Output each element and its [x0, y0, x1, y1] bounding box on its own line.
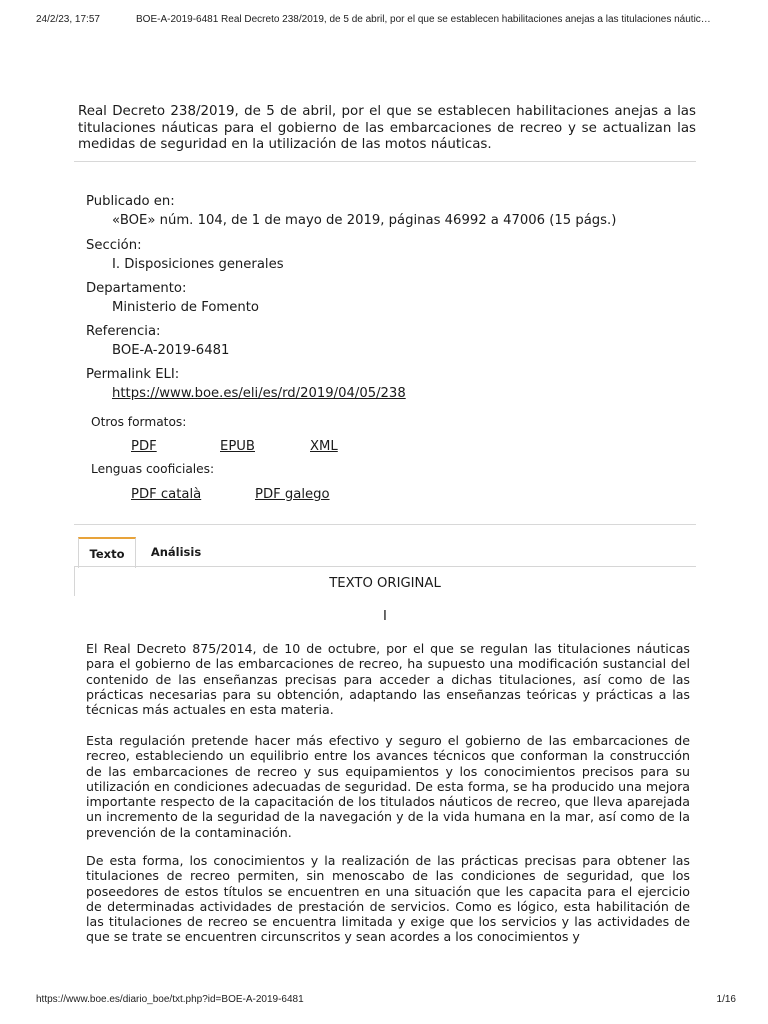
document-title: Real Decreto 238/2019, de 5 de abril, por el que se establecen habilitaciones anejas a las titulaciones náuticas para el gobierno de las embarcaciones de recreo y se actualizan las medidas de seguridad en la utilización de las motos náuticas. — [78, 104, 696, 152]
pdf-link[interactable]: PDF — [131, 439, 157, 454]
print-url: https://www.boe.es/diario_boe/txt.php?id=BOE-A-2019-6481 — [36, 994, 304, 1005]
xml-link[interactable]: XML — [310, 439, 338, 454]
publicado-label: Publicado en: — [86, 194, 175, 209]
referencia-label: Referencia: — [86, 324, 161, 339]
pdf-catala-link[interactable]: PDF català — [131, 487, 202, 502]
epub-link[interactable]: EPUB — [220, 439, 255, 454]
print-footer — [36, 994, 736, 1005]
divider — [74, 524, 696, 525]
body-paragraph: De esta forma, los conocimientos y la realización de las prácticas precisas para obtener las titulaciones de recreo permiten, sin menoscabo de las condiciones de seguridad, que los poseedores de estos títulos se encuentren en una situación que les capacita para el ejercicio de determinadas actividades de prestación de servicios. Como es lógico, esta habilitación de las titulaciones de recreo se encuentra limitada y exige que los servicios y las actividades de que se trate se encuentren circunscritos y sean acordes a los conocimientos y — [86, 853, 690, 945]
lenguas-cooficiales-label: Lenguas cooficiales: — [91, 462, 215, 476]
tab-analisis[interactable]: Análisis — [150, 544, 202, 559]
divider — [74, 161, 696, 162]
pdf-galego-link[interactable]: PDF galego — [255, 487, 330, 502]
tabs-baseline — [74, 566, 696, 567]
publicado-value: «BOE» núm. 104, de 1 de mayo de 2019, páginas 46992 a 47006 (15 págs.) — [112, 213, 617, 228]
page-counter: 1/16 — [716, 994, 736, 1005]
seccion-label: Sección: — [86, 238, 142, 253]
otros-formatos-label: Otros formatos: — [91, 415, 187, 429]
print-doc-title: BOE-A-2019-6481 Real Decreto 238/2019, de 5 de abril, por el que se establecen habilitaciones anejas a las titulaciones náutic… — [136, 14, 711, 25]
seccion-value: I. Disposiciones generales — [112, 257, 284, 272]
permalink-link[interactable]: https://www.boe.es/eli/es/rd/2019/04/05/238 — [112, 386, 406, 401]
body-paragraph: El Real Decreto 875/2014, de 10 de octubre, por el que se regulan las titulaciones náuticas para el gobierno de las embarcaciones de recreo, ha supuesto una modificación sustancial del contenido de las enseñanzas precisas para acceder a dichas titulaciones, así como de las prácticas necesarias para su obtención, adaptando las enseñanzas teóricas y prácticas a las técnicas más actuales en esta materia. — [86, 641, 690, 718]
section-number: I — [383, 609, 387, 624]
departamento-label: Departamento: — [86, 281, 187, 296]
print-datetime: 24/2/23, 17:57 — [36, 14, 100, 25]
tab-texto[interactable]: Texto — [78, 537, 136, 568]
document-tabs — [74, 537, 696, 567]
departamento-value: Ministerio de Fomento — [112, 300, 259, 315]
body-paragraph: Esta regulación pretende hacer más efectivo y seguro el gobierno de las embarcaciones de recreo, estableciendo un equilibrio entre los avances técnicos que conforman la construcción de las embarcaciones de recreo y sus equipamientos y los conocimientos precisos para su utilización en condiciones adecuadas de seguridad. De esta forma, se ha producido una mejora importante respecto de la capacitación de los titulados náuticos de recreo, que lleva aparejada un incremento de la seguridad de la navegación y de la vida humana en la mar, así como de la prevención de la contaminación. — [86, 733, 690, 840]
permalink-label: Permalink ELI: — [86, 367, 180, 382]
referencia-value: BOE-A-2019-6481 — [112, 343, 230, 358]
print-header — [36, 14, 756, 25]
texto-original-heading: TEXTO ORIGINAL — [329, 576, 441, 591]
